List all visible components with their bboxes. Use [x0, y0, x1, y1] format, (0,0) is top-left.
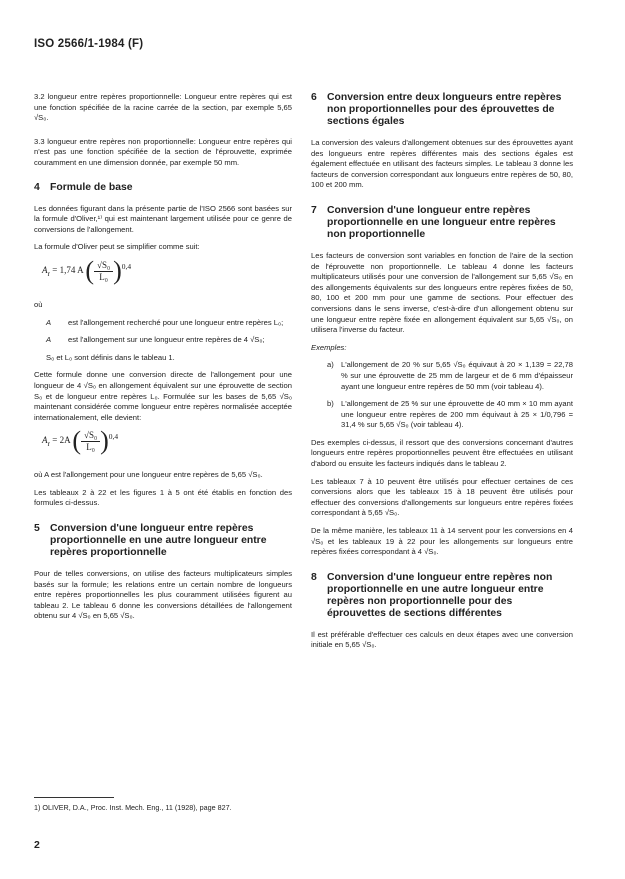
page-number: 2: [34, 839, 40, 851]
example-item: [327, 399, 573, 438]
formula-sub: r: [47, 439, 50, 449]
document-header: ISO 2566/1-1984 (F): [34, 38, 144, 50]
examples-list: [327, 360, 573, 438]
paragraph: Les facteurs de conversion sont variables en fonction de l'aire de la section de l'éprouvette non proportionnelle. Le tableau 4 donne les facteurs multiplicateurs utilisés pour une conversion de l'allongement sur 5,65 √S₀ en des allongements équivalents sur des longueurs entre repères fixées de 50, 80, 100 et 200 mm pour une gamme de sections. Pour effectuer des conversions dans le sens inverse, c'est-à-dire d'un allongement obtenu sur une longueur entre repère fixée en allongement équivalent sur 5,65 √S₀, on utilisera l'inverse du facteur.: [311, 250, 573, 335]
formula-denominator: L₀: [99, 271, 108, 282]
formula-exponent: 0,4: [121, 262, 132, 272]
section-6-heading: [311, 92, 573, 128]
paragraph: où A est l'allongement pour une longueur entre repères de 5,65 √S₀.: [34, 470, 263, 480]
paren-icon: (: [85, 255, 95, 285]
symbol: A: [46, 317, 52, 327]
section-4-heading: [34, 182, 292, 194]
examples-label: Exemples:: [311, 342, 347, 352]
definition-3-3: 3.3 longueur entre repères non proportionnelle: Longueur entre repères qui n'est pas une fonction spécifiée de la section de l'éprouvette, exprimée couramment en une dimension donnée, par exemple 50 mm.: [34, 136, 292, 167]
section-title: Formule de base: [50, 181, 133, 193]
formula-fraction: [94, 260, 113, 282]
definition-row: [46, 318, 292, 329]
example-text: L'allongement de 25 % sur une éprouvette de 40 mm × 10 mm ayant une longueur entre repères de 200 mm équivaut à 25 × 1/0,796 = 31,4 % sur 5,65 √S₀ (voir tableau 4).: [341, 399, 573, 430]
formula-eq: = 2A: [52, 435, 71, 446]
paragraph: Cette formule donne une conversion directe de l'allongement pour une longueur de 4 √S₀ en allongement équivalent sur une éprouvette de section S₀ et de longueur entre repères L₀. Formulée sur les bases de 5,65 √S₀ maintenant considérée comme longueur entre repères normalisée acceptée internationalement, elle devient:: [34, 370, 292, 422]
definition-3-2: 3.2 longueur entre repères proportionnelle: Longueur entre repères qui est une fonction spécifiée de la racine carrée de la section, par exemple 5,65 √S₀.: [34, 92, 292, 123]
section-number: 4: [34, 181, 40, 193]
formula-denominator: L₀: [86, 441, 95, 452]
formula-lhs: A: [42, 265, 48, 276]
section-7-heading: [311, 205, 573, 241]
section-number: 8: [311, 571, 317, 583]
where-label: où: [34, 299, 43, 309]
formula-eq: = 1,74 A: [52, 265, 84, 276]
left-column: [34, 92, 292, 629]
paragraph: La conversion des valeurs d'allongement obtenues sur des éprouvettes ayant des longueurs entre repères différentes mais des sections égales est également effectuée en utilisant des facteurs simples. Le tableau 3 donne les facteurs de conversion correspondant aux longueurs entre repères de 50, 80, 100 et 200 mm.: [311, 138, 573, 190]
section-title: Conversion d'une longueur entre repères non proportionnelle en une autre longueur entre repères non proportionnelle pour des éprouvettes de sections différentes: [327, 571, 553, 619]
paragraph: Des exemples ci-dessus, il ressort que des conversions concernant d'autres longueurs entre repères proportionnelles peuvent être effectuées en utilisant d'abord ou ensuite les facteurs indiqués dans le tableau 2.: [311, 437, 573, 469]
section-5-heading: [34, 523, 292, 559]
example-label: b): [327, 399, 334, 409]
definition-row: [46, 335, 292, 346]
definition-text: est l'allongement recherché pour une longueur entre repères L₀;: [68, 317, 284, 327]
paragraph: De la même manière, les tableaux 11 à 14 servent pour les conversions en 4 √S₀ et les tableaux 19 à 22 pour les allongements sur longueurs entre repères fixées correspondant à 4 √S₀.: [311, 526, 573, 557]
footnote-rule: [34, 797, 114, 798]
section-number: 7: [311, 204, 317, 216]
footnote: 1) OLIVER, D.A., Proc. Inst. Mech. Eng., 11 (1928), page 827.: [34, 803, 232, 812]
definition-text: est l'allongement sur une longueur entre repères de 4 √S₀;: [68, 335, 265, 345]
section-title: Conversion d'une longueur entre repères proportionnelle en une longueur entre repères non proportionnelle: [327, 204, 556, 240]
paragraph: Les tableaux 2 à 22 et les figures 1 à 5 ont été établis en fonction des formules ci-dessus.: [34, 487, 292, 508]
formula-fraction: [81, 430, 100, 452]
symbol: A: [46, 335, 52, 345]
paragraph: Pour de telles conversions, on utilise des facteurs multiplicateurs simples basés sur la formule; les relations entre un certain nombre de longueurs entre repères proportionnelles les plus couramment utilisées figurent au tableau 2. Le tableau 6 donne les conversions détaillées de l'allongement obtenu sur 4 √S₀ en 5,65 √S₀.: [34, 569, 292, 621]
formula-numerator: √S₀: [94, 260, 113, 272]
example-label: a): [327, 360, 334, 370]
section-8-heading: [311, 572, 573, 620]
paragraph: La formule d'Oliver peut se simplifier comme suit:: [34, 242, 200, 252]
right-column: [311, 92, 573, 658]
paragraph: Les tableaux 7 à 10 peuvent être utilisés pour effectuer certaines de ces conversions alors que les tableaux 15 à 18 peuvent être utilisés pour effectuer des conversions d'allongements sur longueurs entre repères fixées correspondant à 5,65 √S₀.: [311, 476, 573, 518]
example-item: [327, 360, 573, 399]
normalized-formula: [42, 426, 292, 464]
formula-exponent: 0,4: [108, 432, 119, 442]
formula-lhs: A: [42, 435, 48, 446]
section-number: 5: [34, 523, 40, 535]
oliver-formula: [42, 255, 292, 294]
formula-sub: r: [47, 268, 50, 278]
example-text: L'allongement de 20 % sur 5,65 √S₀ équivaut à 20 × 1,139 = 22,78 % sur une éprouvette de 25 mm de largeur et de 6 mm d'épaisseur ayant une longueur entre repères de 50 mm (voir tableau 4).: [341, 360, 573, 391]
paren-icon: ): [113, 255, 122, 285]
formula-numerator: √S₀: [81, 430, 100, 442]
paren-icon: (: [72, 426, 82, 456]
paragraph: Les données figurant dans la présente partie de l'ISO 2566 sont basées sur la formule d'Oliver,¹⁾ qui est maintenant largement utilisée pour ce genre de conversions de l'allongement.: [34, 203, 292, 234]
section-number: 6: [311, 92, 317, 103]
paren-icon: ): [100, 426, 109, 456]
definition-row: S₀ et L₀ sont définis dans le tableau 1.: [46, 352, 175, 362]
section-title: Conversion d'une longueur entre repères proportionnelle en une autre longueur entre repères proportionnelle: [50, 523, 267, 559]
paragraph: Il est préférable d'effectuer ces calculs en deux étapes avec une conversion initiale en 5,65 √S₀.: [311, 629, 573, 650]
section-title: Conversion entre deux longueurs entre repères non proportionnelles pour des éprouvettes de sections égales: [327, 92, 562, 127]
